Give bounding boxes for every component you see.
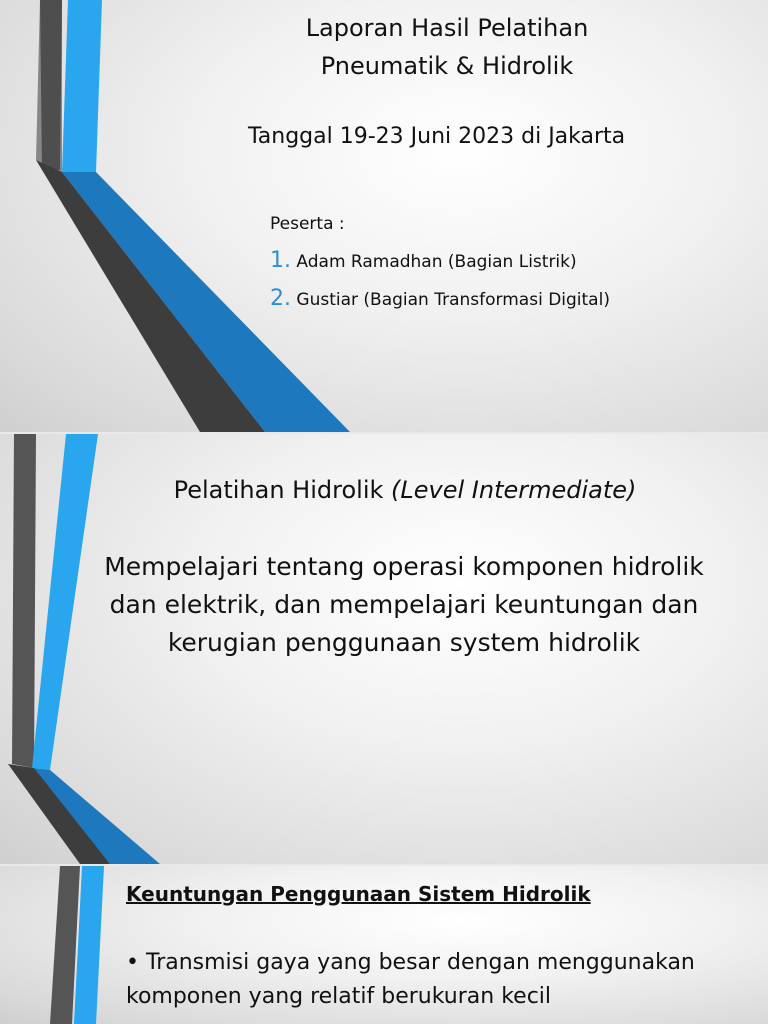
- list-number: 2.: [270, 286, 291, 311]
- heading-level: (Level Intermediate): [391, 476, 637, 504]
- slide-2-heading: [60, 476, 750, 504]
- slide-3-heading: Keuntungan Penggunaan Sistem Hidrolik: [126, 882, 591, 906]
- slide-2: [0, 434, 768, 864]
- participant-name: Adam Ramadhan (Bagian Listrik): [296, 252, 577, 272]
- participant-item: [270, 286, 610, 311]
- bullet-item-line-2: komponen yang relatif berukuran kecil: [126, 984, 552, 1009]
- slide-3: [0, 866, 768, 1024]
- list-number: 1.: [270, 248, 291, 273]
- slide-1-title-line-1: Laporan Hasil Pelatihan: [305, 14, 589, 42]
- participant-name: Gustiar (Bagian Transformasi Digital): [296, 290, 610, 310]
- heading-text: Pelatihan Hidrolik: [173, 476, 384, 504]
- bullet-icon: •: [126, 950, 139, 975]
- slide-2-body-line-1: Mempelajari tentang operasi komponen hidrolik: [104, 552, 704, 581]
- slide-2-body-line-3: kerugian penggunaan system hidrolik: [167, 628, 641, 657]
- slide-1-title-line-2: Pneumatik & Hidrolik: [320, 52, 574, 80]
- slide-1-date: Tanggal 19-23 Juni 2023 di Jakarta: [248, 124, 626, 149]
- bullet-text: Transmisi gaya yang besar dengan menggunakan: [145, 950, 695, 975]
- participants-label: Peserta :: [270, 214, 345, 234]
- bullet-item-line-1: [126, 950, 695, 975]
- slide-1: [0, 0, 768, 432]
- slide-2-body-line-2: dan elektrik, dan mempelajari keuntungan dan: [109, 590, 699, 619]
- participant-item: [270, 248, 577, 273]
